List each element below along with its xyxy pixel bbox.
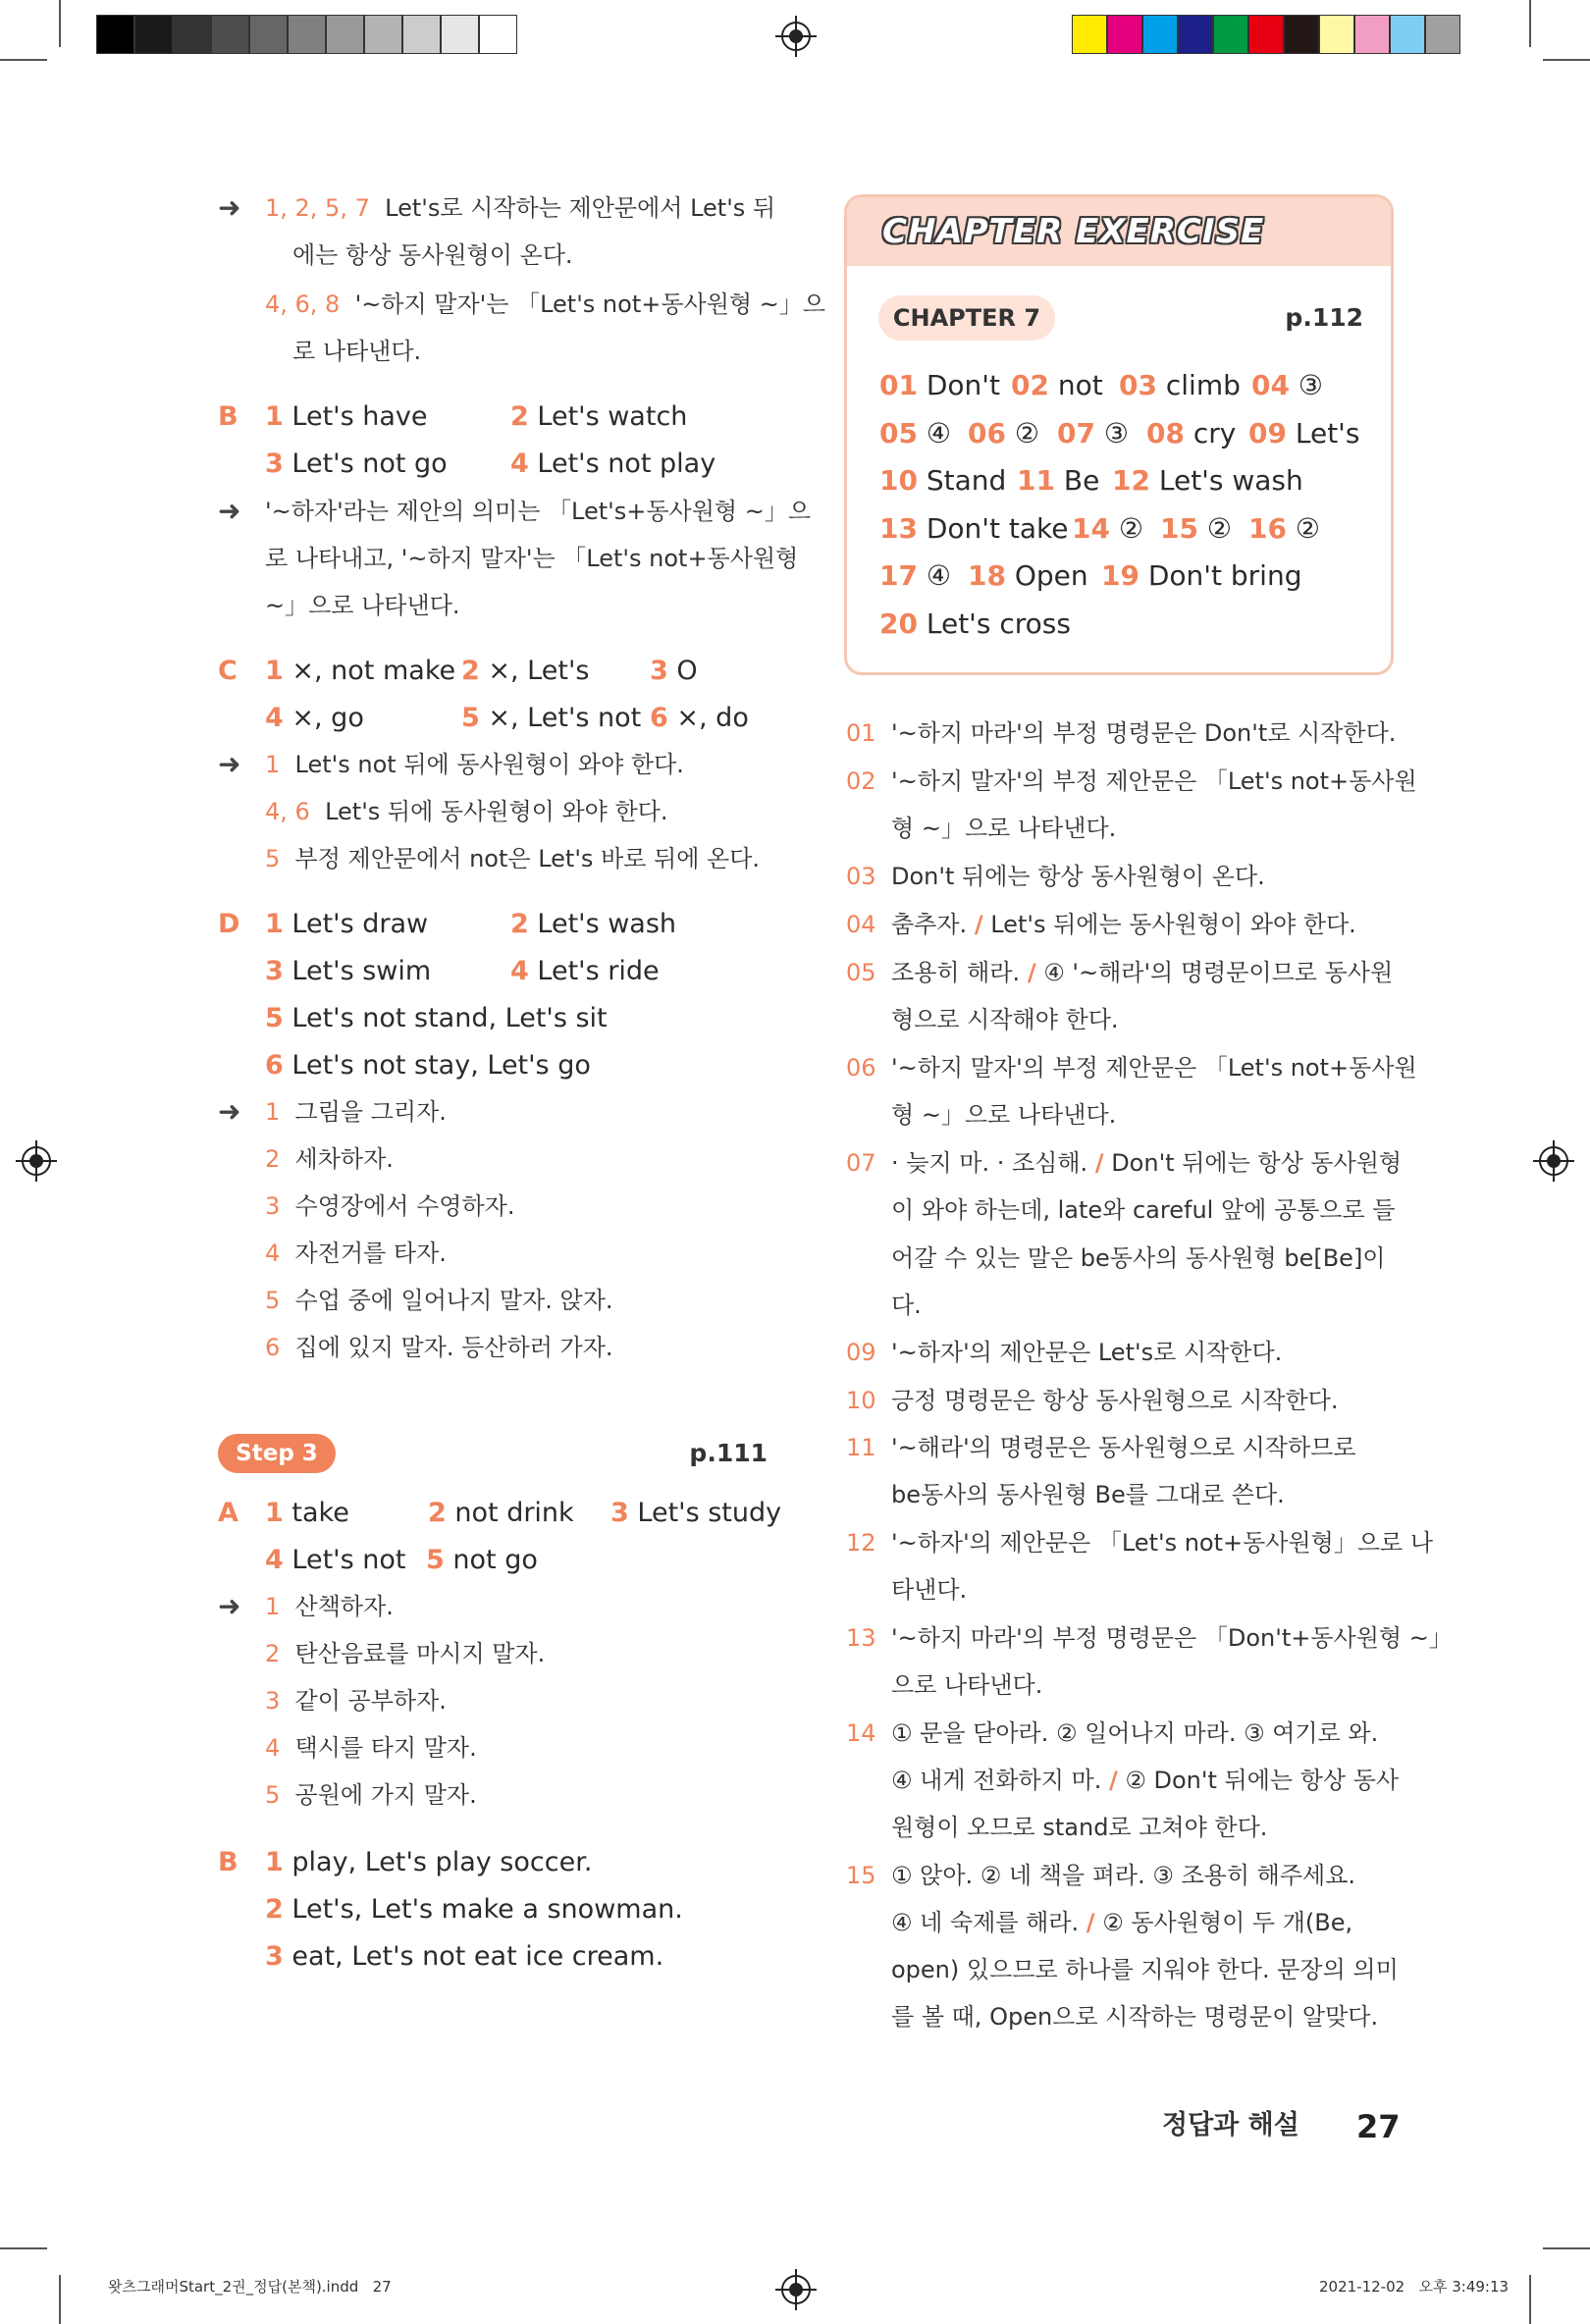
explanation-line: '~하자'라는 제안의 의미는 「Let's+동사원형 ~」으 bbox=[265, 498, 812, 525]
gray-swatch bbox=[211, 15, 249, 54]
explanation-line bbox=[265, 745, 684, 784]
translation-text: 그림을 그리자. bbox=[294, 1098, 447, 1126]
translation-text: ④ 내게 전화하지 마. bbox=[891, 1767, 1102, 1794]
explanation-line: 에는 항상 동사원형이 온다. bbox=[292, 241, 573, 269]
item-number: 3 bbox=[265, 1941, 284, 1972]
answer-text: Stand bbox=[917, 464, 1007, 498]
explanation-line bbox=[265, 792, 667, 831]
item-number: 08 bbox=[1146, 416, 1185, 449]
gray-swatch bbox=[134, 15, 173, 54]
translation-line bbox=[265, 1728, 477, 1768]
step-badge: Step 3 bbox=[218, 1434, 336, 1473]
answer-text: ×, Let's bbox=[488, 656, 590, 686]
answer-text: Let's study bbox=[637, 1498, 782, 1528]
answer-text: ×, do bbox=[676, 703, 749, 733]
explanation-line: 으로 나타낸다. bbox=[891, 1671, 1043, 1699]
exercise-answer bbox=[879, 461, 1006, 501]
item-number: 20 bbox=[879, 607, 918, 640]
answer-text: ③ bbox=[1094, 416, 1129, 449]
gray-swatch bbox=[479, 15, 517, 54]
explanation-text: 부정 제안문에서 not은 Let's 바로 뒤에 온다. bbox=[294, 845, 761, 872]
section-label-a: A bbox=[218, 1498, 238, 1528]
color-swatch bbox=[1107, 15, 1142, 54]
item-number: 2 bbox=[265, 1640, 281, 1667]
item-number: 6 bbox=[650, 703, 668, 733]
item-number: 10 bbox=[879, 464, 918, 498]
registration-mark-icon bbox=[781, 2275, 811, 2304]
exercise-answer bbox=[1119, 366, 1241, 405]
item-number: 12 bbox=[1112, 464, 1150, 498]
explanation-line: '~하자'의 제안문은 Let's로 시작한다. bbox=[891, 1339, 1283, 1366]
item-number: 4 bbox=[265, 703, 284, 733]
item-number: 1 bbox=[265, 1847, 284, 1877]
item-number: 02 bbox=[1011, 369, 1049, 401]
item-number: 3 bbox=[610, 1498, 629, 1528]
color-swatch bbox=[1142, 15, 1178, 54]
item-number: 1 bbox=[265, 1098, 281, 1126]
answer-text: cry bbox=[1184, 416, 1237, 449]
answer-text: Don't take bbox=[917, 511, 1069, 545]
registration-mark-icon bbox=[22, 1146, 51, 1176]
translation-line bbox=[265, 1681, 447, 1720]
page-number: 27 bbox=[1356, 2108, 1401, 2145]
item-numbers: 1, 2, 5, 7 bbox=[265, 194, 370, 222]
translation-text: 택시를 타지 말자. bbox=[294, 1734, 477, 1762]
answer-text: ×, go bbox=[292, 703, 364, 733]
explanation-text: Let's 뒤에는 동사원형이 와야 한다. bbox=[990, 911, 1356, 938]
answer-text: Let's not stay, Let's go bbox=[292, 1050, 591, 1081]
answer-item bbox=[650, 652, 698, 691]
exercise-answer bbox=[1248, 414, 1359, 453]
explanation-line: ① 앉아. ② 네 책을 펴라. ③ 조용히 해주세요. bbox=[891, 1862, 1356, 1889]
explanation-line: 형 ~」으로 나타낸다. bbox=[891, 1101, 1117, 1129]
answer-text: ④ bbox=[917, 559, 951, 593]
item-number: 3 bbox=[265, 1192, 281, 1220]
answer-text: not go bbox=[452, 1545, 538, 1575]
slash-separator: / bbox=[1027, 959, 1036, 986]
explanation-line: ~」으로 나타낸다. bbox=[265, 592, 460, 619]
item-number: 17 bbox=[879, 559, 918, 593]
answer-item bbox=[510, 952, 660, 991]
item-numbers: 4, 6, 8 bbox=[265, 290, 341, 318]
item-number: 4 bbox=[265, 1545, 284, 1575]
exercise-answer bbox=[1057, 414, 1129, 453]
answer-item bbox=[265, 699, 364, 738]
exercise-answer bbox=[879, 414, 951, 453]
explanation-line bbox=[265, 285, 825, 324]
color-swatch bbox=[1248, 15, 1284, 54]
explanation-line bbox=[891, 953, 1393, 992]
answer-text: Let's have bbox=[292, 401, 428, 432]
explanation-line: '~하지 마라'의 부정 명령문은 「Don't+동사원형 ~」 bbox=[891, 1624, 1453, 1652]
gray-swatch bbox=[402, 15, 441, 54]
explanation-text: ② Don't 뒤에는 항상 동사 bbox=[1125, 1767, 1400, 1794]
translation-text: 수영장에서 수영하자. bbox=[294, 1192, 515, 1220]
answer-text: Let's not stand, Let's sit bbox=[292, 1003, 608, 1033]
explanation-line bbox=[265, 188, 775, 228]
exercise-answer bbox=[968, 556, 1088, 596]
slash-separator: / bbox=[1094, 1149, 1104, 1177]
item-number: 1 bbox=[265, 909, 284, 939]
explanation-line: 다. bbox=[891, 1292, 922, 1319]
item-number: 18 bbox=[968, 559, 1006, 593]
item-number: 14 bbox=[846, 1719, 876, 1747]
explanation-text: ② 동사원형이 두 개(Be, bbox=[1102, 1909, 1353, 1936]
item-number: 04 bbox=[846, 911, 876, 938]
answer-text: play, Let's play soccer. bbox=[292, 1847, 593, 1877]
color-swatch bbox=[1319, 15, 1354, 54]
slug-timestamp: 2021-12-02 오후 3:49:13 bbox=[1319, 2278, 1510, 2296]
answer-item bbox=[510, 397, 687, 437]
item-number: 11 bbox=[1017, 464, 1055, 498]
explanation-line: '~하지 말자'의 부정 제안문은 「Let's not+동사원 bbox=[891, 1054, 1417, 1082]
slash-separator: / bbox=[1086, 1909, 1095, 1936]
exercise-answer bbox=[1251, 366, 1323, 405]
item-number: 05 bbox=[846, 959, 876, 986]
answer-text: Let's cross bbox=[917, 607, 1071, 640]
translation-line bbox=[265, 1092, 447, 1132]
answer-text: ② bbox=[1197, 511, 1232, 545]
answer-text: ② bbox=[1286, 511, 1320, 545]
answer-text: O bbox=[676, 656, 698, 686]
section-label-b: B bbox=[218, 1847, 238, 1877]
item-number: 1 bbox=[265, 401, 284, 432]
answer-item bbox=[265, 905, 428, 944]
item-number: 5 bbox=[426, 1545, 445, 1575]
item-numbers: 1 bbox=[265, 751, 281, 778]
translation-line bbox=[265, 1139, 394, 1179]
answer-item bbox=[265, 1937, 663, 1977]
item-number: 2 bbox=[265, 1894, 284, 1925]
item-number: 3 bbox=[650, 656, 668, 686]
translation-line bbox=[265, 1587, 394, 1626]
item-number: 14 bbox=[1072, 511, 1110, 545]
explanation-text: Don't 뒤에는 항상 동사원형 bbox=[1111, 1149, 1403, 1177]
item-number: 6 bbox=[265, 1334, 281, 1361]
explanation-line: ① 문을 닫아라. ② 일어나지 마라. ③ 여기로 와. bbox=[891, 1719, 1379, 1747]
item-number: 09 bbox=[846, 1339, 876, 1366]
arrow-icon: ➜ bbox=[218, 191, 241, 224]
exercise-answer bbox=[1146, 414, 1236, 453]
section-label-c: C bbox=[218, 656, 238, 686]
page-reference: p.112 bbox=[1285, 303, 1363, 332]
answer-text: Let's ride bbox=[537, 956, 660, 986]
arrow-icon: ➜ bbox=[218, 1590, 241, 1622]
item-number: 3 bbox=[265, 1687, 281, 1715]
answer-text: Let's not play bbox=[537, 449, 716, 479]
explanation-line: 긍정 명령문은 항상 동사원형으로 시작한다. bbox=[891, 1387, 1339, 1414]
translation-line bbox=[265, 1234, 447, 1273]
exercise-answer bbox=[879, 605, 1071, 644]
arrow-icon: ➜ bbox=[218, 495, 241, 527]
exercise-answer bbox=[879, 509, 1068, 549]
gray-swatch bbox=[326, 15, 364, 54]
translation-text: 산책하자. bbox=[294, 1593, 394, 1620]
exercise-answer bbox=[879, 366, 1000, 405]
item-number: 15 bbox=[846, 1862, 876, 1889]
item-number: 11 bbox=[846, 1434, 876, 1461]
item-number: 04 bbox=[1251, 369, 1290, 401]
item-number: 13 bbox=[846, 1624, 876, 1652]
exercise-answer bbox=[1160, 509, 1232, 549]
answer-text: Let's not bbox=[292, 1545, 406, 1575]
answer-text: ② bbox=[1005, 416, 1039, 449]
item-number: 03 bbox=[1119, 369, 1157, 401]
item-number: 5 bbox=[265, 1781, 281, 1809]
translation-text: 춤추자. bbox=[891, 911, 968, 938]
exercise-answer bbox=[879, 556, 951, 596]
section-title: 정답과 해설 bbox=[1162, 2110, 1299, 2140]
translation-line bbox=[265, 1328, 613, 1367]
explanation-text: Let's 뒤에 동사원형이 와야 한다. bbox=[325, 798, 668, 825]
item-number: 07 bbox=[846, 1149, 876, 1177]
answer-text: not drink bbox=[454, 1498, 574, 1528]
item-number: 06 bbox=[968, 416, 1006, 449]
answer-text: Let's not go bbox=[292, 449, 448, 479]
slug-filename: 왓츠그래머Start_2권_정답(본책).indd 27 bbox=[108, 2278, 392, 2296]
answer-text: ×, Let's not bbox=[488, 703, 642, 733]
answer-item bbox=[650, 699, 749, 738]
item-number: 07 bbox=[1057, 416, 1095, 449]
registration-mark-icon bbox=[1539, 1146, 1568, 1176]
explanation-line bbox=[891, 1143, 1402, 1183]
panel-title: CHAPTER EXERCISE bbox=[882, 212, 1265, 251]
answer-text: Let's wash bbox=[1149, 464, 1303, 498]
gray-swatch bbox=[249, 15, 288, 54]
item-number: 1 bbox=[265, 1593, 281, 1620]
translation-line bbox=[265, 1634, 545, 1673]
item-number: 4 bbox=[510, 449, 529, 479]
translation-text: 집에 있지 말자. 등산하러 가자. bbox=[294, 1334, 613, 1361]
explanation-line: 형으로 시작해야 한다. bbox=[891, 1006, 1119, 1033]
answer-text: ② bbox=[1109, 511, 1143, 545]
item-number: 10 bbox=[846, 1387, 876, 1414]
explanation-text: Let's not 뒤에 동사원형이 와야 한다. bbox=[294, 751, 684, 778]
item-number: 3 bbox=[265, 956, 284, 986]
item-number: 02 bbox=[846, 767, 876, 795]
answer-text: ④ bbox=[917, 416, 951, 449]
exercise-answer bbox=[1017, 461, 1099, 501]
item-number: 19 bbox=[1101, 559, 1140, 593]
translation-text: · 늦지 마. · 조심해. bbox=[891, 1149, 1088, 1177]
explanation-text: '~하지 말자'는 「Let's not+동사원형 ~」으 bbox=[354, 290, 826, 318]
item-number: 5 bbox=[265, 1003, 284, 1033]
answer-text: Let's wash bbox=[537, 909, 677, 939]
explanation-line bbox=[891, 1903, 1352, 1942]
item-number: 5 bbox=[265, 1287, 281, 1314]
color-swatch bbox=[1072, 15, 1107, 54]
answer-item bbox=[265, 1890, 683, 1929]
exercise-answer bbox=[1101, 556, 1301, 596]
explanation-line: 형 ~」으로 나타낸다. bbox=[891, 815, 1117, 842]
translation-text: 수업 중에 일어나지 말자. 앉자. bbox=[294, 1287, 613, 1314]
answer-text: Don't bbox=[917, 369, 1000, 401]
section-label-b: B bbox=[218, 401, 238, 432]
color-swatch bbox=[1390, 15, 1425, 54]
explanation-line: 로 나타낸다. bbox=[292, 338, 422, 365]
explanation-line bbox=[891, 1761, 1399, 1800]
section-label-d: D bbox=[218, 909, 240, 939]
explanation-line: '~하자'의 제안문은 「Let's not+동사원형」으로 나 bbox=[891, 1529, 1434, 1557]
explanation-line: 이 와야 하는데, late와 careful 앞에 공통으로 들 bbox=[891, 1196, 1396, 1224]
arrow-icon: ➜ bbox=[218, 1095, 241, 1128]
translation-text: 자전거를 타자. bbox=[294, 1240, 447, 1267]
item-number: 3 bbox=[265, 449, 284, 479]
explanation-line bbox=[265, 839, 760, 878]
color-swatch bbox=[1213, 15, 1248, 54]
color-swatch bbox=[1425, 15, 1460, 54]
item-number: 03 bbox=[846, 863, 876, 890]
answer-item bbox=[610, 1494, 781, 1533]
answer-item bbox=[265, 952, 431, 991]
translation-text: ④ 네 숙제를 해라. bbox=[891, 1909, 1080, 1936]
answer-text: Let's swim bbox=[292, 956, 432, 986]
exercise-answer bbox=[1072, 509, 1143, 549]
item-number: 1 bbox=[265, 656, 284, 686]
answer-item bbox=[461, 652, 589, 691]
item-number: 5 bbox=[461, 703, 480, 733]
explanation-line bbox=[891, 905, 1356, 944]
answer-item bbox=[510, 905, 676, 944]
translation-text: 조용히 해라. bbox=[891, 959, 1021, 986]
exercise-answer bbox=[1112, 461, 1303, 501]
item-number: 12 bbox=[846, 1529, 876, 1557]
translation-text: 세차하자. bbox=[294, 1145, 394, 1173]
explanation-line: Don't 뒤에는 항상 동사원형이 온다. bbox=[891, 863, 1265, 890]
translation-line bbox=[265, 1775, 477, 1815]
item-number: 16 bbox=[1248, 511, 1287, 545]
item-number: 06 bbox=[846, 1054, 876, 1082]
answer-text: Let's, Let's make a snowman. bbox=[292, 1894, 683, 1925]
explanation-line: 타낸다. bbox=[891, 1576, 968, 1604]
item-number: 4 bbox=[265, 1240, 281, 1267]
gray-swatch bbox=[364, 15, 402, 54]
answer-text: Let's bbox=[1286, 416, 1360, 449]
translation-line bbox=[265, 1281, 613, 1320]
color-swatch bbox=[1178, 15, 1213, 54]
answer-item bbox=[428, 1494, 574, 1533]
item-numbers: 5 bbox=[265, 845, 281, 872]
explanation-line: '~해라'의 명령문은 동사원형으로 시작하므로 bbox=[891, 1434, 1356, 1461]
answer-text: Be bbox=[1054, 464, 1100, 498]
explanation-line: 원형이 오므로 stand로 고쳐야 한다. bbox=[891, 1814, 1268, 1841]
exercise-answer bbox=[968, 414, 1039, 453]
item-number: 6 bbox=[265, 1050, 284, 1081]
registration-mark-icon bbox=[781, 22, 811, 51]
item-number: 4 bbox=[510, 956, 529, 986]
explanation-text: ④ '~해라'의 명령문이므로 동사원 bbox=[1043, 959, 1394, 986]
item-number: 01 bbox=[846, 719, 876, 747]
explanation-line: open) 있으므로 하나를 지워야 한다. 문장의 의미 bbox=[891, 1956, 1399, 1983]
item-number: 4 bbox=[265, 1734, 281, 1762]
explanation-line: '~하지 말자'의 부정 제안문은 「Let's not+동사원 bbox=[891, 767, 1417, 795]
exercise-answer bbox=[1248, 509, 1320, 549]
color-swatch bbox=[1354, 15, 1390, 54]
explanation-line: 로 나타내고, '~하지 말자'는 「Let's not+동사원형 bbox=[265, 545, 799, 572]
answer-text: not bbox=[1048, 369, 1103, 401]
answer-item bbox=[265, 397, 427, 437]
item-numbers: 4, 6 bbox=[265, 798, 310, 825]
item-number: 2 bbox=[510, 909, 529, 939]
translation-text: 같이 공부하자. bbox=[294, 1687, 447, 1715]
answer-item bbox=[265, 1046, 591, 1085]
explanation-line: 를 볼 때, Open으로 시작하는 명령문이 알맞다. bbox=[891, 2003, 1379, 2031]
gray-swatch bbox=[441, 15, 479, 54]
answer-text: ③ bbox=[1289, 369, 1323, 401]
gray-swatch bbox=[173, 15, 211, 54]
explanation-text: Let's로 시작하는 제안문에서 Let's 뒤 bbox=[385, 194, 776, 222]
item-number: 13 bbox=[879, 511, 918, 545]
answer-text: Open bbox=[1005, 559, 1088, 593]
slash-separator: / bbox=[1108, 1767, 1118, 1794]
answer-item bbox=[265, 1541, 405, 1580]
explanation-line: 어갈 수 있는 말은 be동사의 동사원형 be[Be]이 bbox=[891, 1244, 1386, 1272]
answer-text: Let's draw bbox=[292, 909, 429, 939]
answer-text: Let's watch bbox=[537, 401, 688, 432]
item-number: 2 bbox=[461, 656, 480, 686]
item-number: 1 bbox=[265, 1498, 284, 1528]
translation-text: 탄산음료를 마시지 말자. bbox=[294, 1640, 546, 1667]
item-number: 05 bbox=[879, 416, 918, 449]
answer-item bbox=[265, 999, 608, 1038]
answer-text: ×, not make bbox=[292, 656, 456, 686]
page-reference: p.111 bbox=[689, 1439, 768, 1467]
arrow-icon: ➜ bbox=[218, 748, 241, 780]
chapter-badge: CHAPTER 7 bbox=[878, 295, 1055, 341]
color-swatch bbox=[1284, 15, 1319, 54]
answer-item bbox=[510, 445, 716, 484]
translation-line bbox=[265, 1187, 514, 1226]
slash-separator: / bbox=[974, 911, 983, 938]
answer-item bbox=[265, 1494, 349, 1533]
answer-item bbox=[461, 699, 641, 738]
answer-item bbox=[265, 652, 455, 691]
answer-item bbox=[426, 1541, 538, 1580]
gray-swatch bbox=[96, 15, 134, 54]
explanation-line: '~하지 마라'의 부정 명령문은 Don't로 시작한다. bbox=[891, 719, 1397, 747]
item-number: 2 bbox=[428, 1498, 447, 1528]
translation-text: 공원에 가지 말자. bbox=[294, 1781, 477, 1809]
item-number: 2 bbox=[510, 401, 529, 432]
exercise-answer bbox=[1011, 366, 1103, 405]
answer-text: Don't bring bbox=[1139, 559, 1302, 593]
gray-swatch bbox=[288, 15, 326, 54]
explanation-line: be동사의 동사원형 Be를 그대로 쓴다. bbox=[891, 1481, 1285, 1508]
answer-text: climb bbox=[1156, 369, 1241, 401]
item-number: 15 bbox=[1160, 511, 1198, 545]
item-number: 09 bbox=[1248, 416, 1287, 449]
answer-text: eat, Let's not eat ice cream. bbox=[292, 1941, 664, 1972]
answer-item bbox=[265, 445, 448, 484]
item-number: 01 bbox=[879, 369, 918, 401]
item-number: 2 bbox=[265, 1145, 281, 1173]
answer-text: take bbox=[292, 1498, 349, 1528]
answer-item bbox=[265, 1843, 592, 1882]
